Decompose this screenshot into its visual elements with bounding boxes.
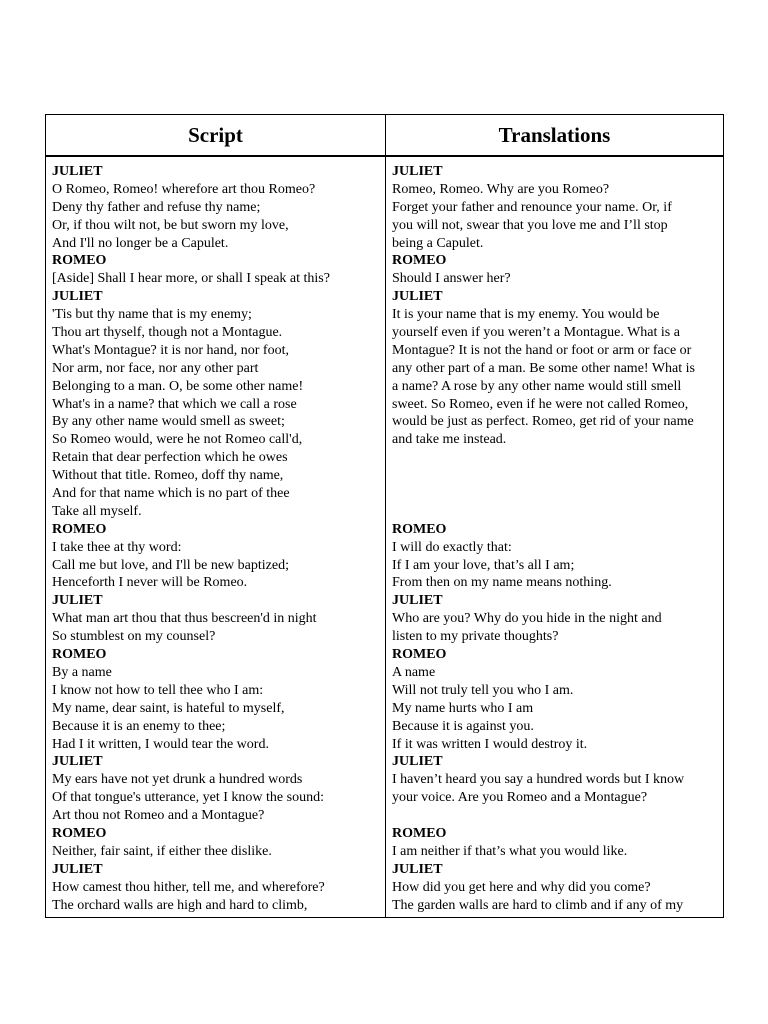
translation-speaker-name: JULIET xyxy=(392,164,443,179)
script-speaker-name: ROMEO xyxy=(52,647,107,663)
translation-line: My name hurts who I am xyxy=(392,700,534,716)
script-line: Take all myself. xyxy=(52,503,142,519)
script-column-header: Script xyxy=(46,115,386,155)
script-line: I take thee at thy word: xyxy=(52,539,182,555)
translation-line: sweet. So Romeo, even if he were not called Romeo, xyxy=(392,396,689,412)
translations-column xyxy=(386,157,723,917)
translation-speaker-name: JULIET xyxy=(392,289,443,305)
translation-line: A name xyxy=(392,664,436,680)
script-translation-table xyxy=(45,114,724,918)
translation-line xyxy=(392,807,717,825)
translation-speaker-name: JULIET xyxy=(392,861,443,877)
translation-speaker-name: ROMEO xyxy=(392,521,447,537)
script-line: By any other name would smell as sweet; xyxy=(52,414,285,430)
translation-line: Because it is against you. xyxy=(392,718,534,734)
translation-speaker-name: ROMEO xyxy=(392,647,447,663)
script-line: Or, if thou wilt not, be but sworn my love, xyxy=(52,217,289,233)
script-speaker-name: JULIET xyxy=(52,754,103,770)
script-line: Henceforth I never will be Romeo. xyxy=(52,575,248,591)
translation-speaker-name: ROMEO xyxy=(392,825,447,841)
script-line: And for that name which is no part of thee xyxy=(52,486,290,502)
translation-line xyxy=(392,485,717,503)
script-line: What's in a name? that which we call a rose xyxy=(52,396,297,412)
script-line: What's Montague? it is nor hand, nor foot, xyxy=(52,342,289,358)
script-line: So Romeo would, were he not Romeo call'd, xyxy=(52,432,303,448)
translation-line: I am neither if that’s what you would like. xyxy=(392,843,628,859)
table-body-row xyxy=(46,157,723,917)
translation-speaker-name: JULIET xyxy=(392,754,443,770)
script-line: How camest thou hither, tell me, and wherefore? xyxy=(52,879,325,895)
script-line: Nor arm, nor face, nor any other part xyxy=(52,360,259,376)
script-speaker-name: JULIET xyxy=(52,593,103,609)
translation-line: From then on my name means nothing. xyxy=(392,575,612,591)
translation-line: I will do exactly that: xyxy=(392,539,512,555)
script-line: [Aside] Shall I hear more, or shall I speak at this? xyxy=(52,271,330,287)
script-speaker-name: JULIET xyxy=(52,289,103,305)
script-line: Had I it written, I would tear the word. xyxy=(52,736,269,752)
script-line: So stumblest on my counsel? xyxy=(52,629,216,645)
translation-line: you will not, swear that you love me and I’ll stop xyxy=(392,217,668,233)
script-speaker-name: JULIET xyxy=(52,164,103,179)
translation-line: Will not truly tell you who I am. xyxy=(392,682,574,698)
translation-speaker-name: ROMEO xyxy=(392,253,447,269)
translation-line xyxy=(392,449,717,467)
translation-line: Romeo, Romeo. Why are you Romeo? xyxy=(392,181,610,197)
translation-line: Forget your father and renounce your name. Or, if xyxy=(392,199,672,215)
translation-speaker-name: JULIET xyxy=(392,593,443,609)
script-line: Of that tongue's utterance, yet I know the sound: xyxy=(52,790,324,806)
script-line: What man art thou that thus bescreen'd in night xyxy=(52,611,317,627)
script-line: My name, dear saint, is hateful to myself, xyxy=(52,700,285,716)
script-speaker-name: ROMEO xyxy=(52,521,107,537)
translation-line: I haven’t heard you say a hundred words but I know xyxy=(392,772,685,788)
translation-line: The garden walls are hard to climb and if any of my xyxy=(392,897,684,913)
script-speaker-name: ROMEO xyxy=(52,253,107,269)
script-line: Without that title. Romeo, doff thy name, xyxy=(52,468,284,484)
translation-line: If it was written I would destroy it. xyxy=(392,736,588,752)
script-line: By a name xyxy=(52,664,112,680)
script-speaker-name: JULIET xyxy=(52,861,103,877)
translation-line: any other part of a man. Be some other name! What is xyxy=(392,360,695,376)
script-line: Because it is an enemy to thee; xyxy=(52,718,226,734)
script-line: Art thou not Romeo and a Montague? xyxy=(52,808,265,824)
script-line: O Romeo, Romeo! wherefore art thou Romeo? xyxy=(52,181,316,197)
translation-line: would be just as perfect. Romeo, get rid of your name xyxy=(392,414,694,430)
translation-line: Montague? It is not the hand or foot or arm or face or xyxy=(392,342,692,358)
script-line: The orchard walls are high and hard to climb, xyxy=(52,897,308,913)
translation-line: yourself even if you weren’t a Montague. What is a xyxy=(392,325,680,341)
translation-line: being a Capulet. xyxy=(392,235,484,251)
translation-line: Should I answer her? xyxy=(392,271,511,287)
script-line: I know not how to tell thee who I am: xyxy=(52,682,264,698)
script-line: My ears have not yet drunk a hundred words xyxy=(52,772,303,788)
translation-line: It is your name that is my enemy. You would be xyxy=(392,307,660,323)
translation-line: your voice. Are you Romeo and a Montague? xyxy=(392,790,648,806)
script-line: Thou art thyself, though not a Montague. xyxy=(52,325,283,341)
translation-line: and take me instead. xyxy=(392,432,507,448)
translation-line: listen to my private thoughts? xyxy=(392,629,559,645)
translation-line xyxy=(392,467,717,485)
translation-line: a name? A rose by any other name would still smell xyxy=(392,378,682,394)
script-line: Call me but love, and I'll be new baptized; xyxy=(52,557,289,573)
translation-line: How did you get here and why did you come? xyxy=(392,879,651,895)
translation-line xyxy=(392,503,717,521)
translations-column-header: Translations xyxy=(498,122,611,147)
translation-line: If I am your love, that’s all I am; xyxy=(392,557,575,573)
script-line: Retain that dear perfection which he owes xyxy=(52,450,288,466)
script-line: 'Tis but thy name that is my enemy; xyxy=(52,307,252,323)
script-line: Deny thy father and refuse thy name; xyxy=(52,199,261,215)
script-line: Belonging to a man. O, be some other name! xyxy=(52,378,304,394)
script-line: And I'll no longer be a Capulet. xyxy=(52,235,229,251)
table-header-row xyxy=(46,115,723,157)
script-line: Neither, fair saint, if either thee dislike. xyxy=(52,843,272,859)
translation-line: Who are you? Why do you hide in the night and xyxy=(392,611,662,627)
script-column xyxy=(46,157,386,917)
script-speaker-name: ROMEO xyxy=(52,825,107,841)
